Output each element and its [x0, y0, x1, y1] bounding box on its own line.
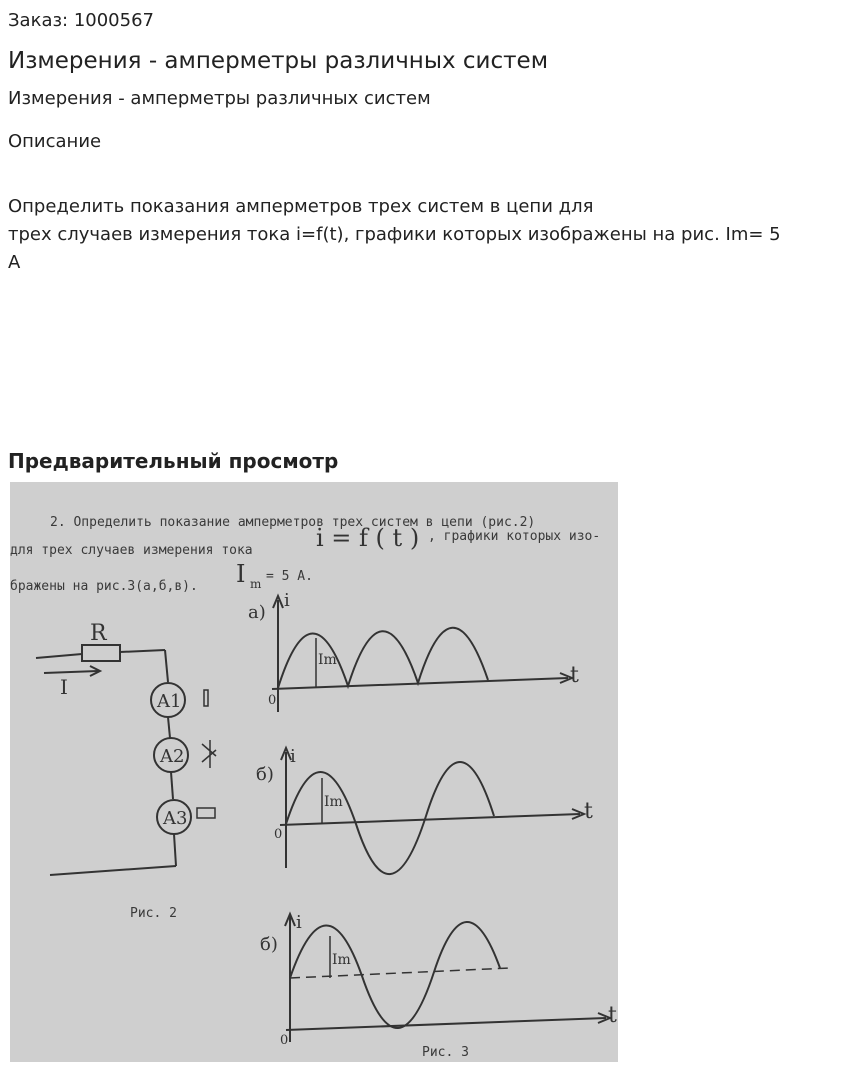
- figure-2-caption: Рис. 2: [130, 906, 177, 921]
- order-number: Заказ: 1000567: [8, 10, 154, 31]
- graph-a-label: а): [248, 602, 266, 623]
- graph-a: [272, 596, 572, 712]
- graph-c-label: б): [260, 934, 278, 955]
- product-subtitle: Измерения - амперметры различных систем: [8, 88, 431, 109]
- scan-formula-tail: , графики которых изо-: [428, 529, 601, 544]
- scan-text-line: 2. Определить показание амперметров трех систем в цепи (рис.2): [50, 515, 536, 530]
- scan-im-sub: m: [250, 577, 262, 591]
- description-line: Определить показания амперметров трех систем в цепи для: [8, 196, 594, 217]
- scan-text-line: бражены на рис.3(а,б,в).: [10, 579, 198, 594]
- scan-im-symbol: I: [236, 560, 246, 588]
- graph-c-origin: 0: [280, 1033, 289, 1048]
- graph-a-amp: Im: [318, 652, 337, 668]
- description-heading: Описание: [8, 131, 102, 152]
- graph-b-axis-i: i: [290, 746, 296, 767]
- graph-c-axis-t: t: [608, 1003, 617, 1028]
- description-text: [8, 193, 838, 277]
- scanned-problem-sheet: [10, 482, 618, 1062]
- description-line: А: [8, 252, 21, 273]
- graph-a-axis-t: t: [570, 663, 579, 688]
- preview-image: [10, 482, 618, 1062]
- graph-c-amp: Im: [332, 952, 351, 968]
- graph-b-axis-t: t: [584, 799, 593, 824]
- graph-c: [285, 914, 610, 1042]
- graph-b-origin: 0: [274, 827, 283, 842]
- current-label: I: [60, 675, 68, 699]
- graph-b-amp: Im: [324, 794, 343, 810]
- ammeter-label: A1: [157, 691, 182, 712]
- scan-formula: i = f ( t ): [316, 524, 420, 552]
- graph-b: [280, 748, 584, 874]
- graph-a-axis-i: i: [284, 590, 290, 611]
- graph-b-label: б): [256, 764, 274, 785]
- ammeter-label: A2: [160, 746, 185, 767]
- graph-a-origin: 0: [268, 693, 277, 708]
- preview-heading: Предварительный просмотр: [8, 449, 339, 473]
- figure-3-caption: Рис. 3: [422, 1045, 469, 1060]
- page-title: Измерения - амперметры различных систем: [8, 48, 549, 74]
- scan-text-line: = 5 А.: [266, 569, 313, 584]
- scan-text-line: для трех случаев измерения тока: [10, 543, 253, 558]
- ammeter-label: A3: [163, 808, 188, 829]
- resistor-label: R: [90, 621, 107, 646]
- description-line: трех случаев измерения тока i=f(t), графики которых изображены на рис. Im= 5: [8, 224, 781, 245]
- graph-c-axis-i: i: [296, 912, 302, 933]
